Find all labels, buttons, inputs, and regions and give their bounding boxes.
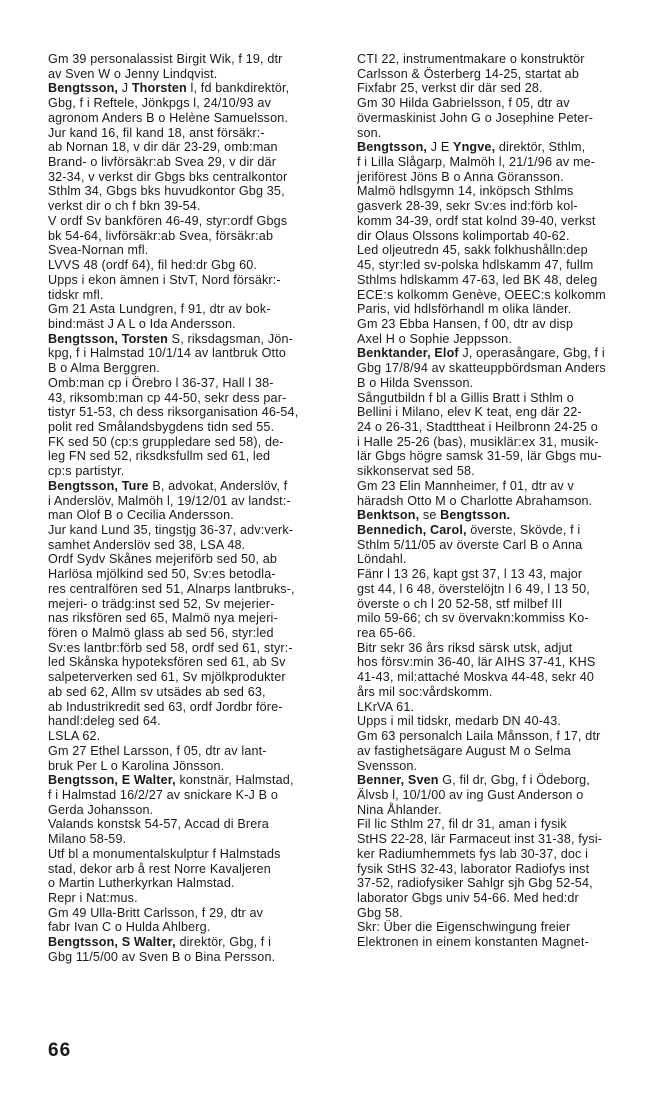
text-line (357, 906, 657, 921)
entry-text: Bellini i Milano, elev K teat, eng där 22- (357, 405, 582, 420)
entry-text: Gm 27 Ethel Larsson, f 05, dtr av lant- (48, 743, 267, 758)
entry-text: ECE:s kolkomm Genève, OEEC:s kolkomm (357, 287, 606, 302)
entry-text: Gm 21 Asta Lundgren, f 91, dtr av bok- (48, 302, 271, 317)
entry-text: laborator Gbgs univ 54-66. Med hed:dr (357, 890, 579, 905)
entry-text: Gm 30 Hilda Gabrielsson, f 05, dtr av (357, 96, 570, 111)
text-line (48, 464, 337, 479)
entry-text: fysik StHS 32-43, laborator Radiofys inst (357, 861, 590, 876)
text-line (48, 655, 337, 670)
text-line (357, 258, 657, 273)
text-line (48, 670, 337, 685)
right-column (357, 52, 657, 950)
text-line (357, 670, 657, 685)
text-line (48, 479, 337, 494)
entry-text: Repr i Nat:mus. (48, 890, 138, 905)
entry-text: Brand- o livförsäkr:ab Svea 29, v dir där (48, 155, 277, 170)
text-line (48, 494, 337, 509)
text-line (48, 508, 337, 523)
entry-text: 37-52, radiofysiker Sahlgr sjh Gbg 52-54, (357, 876, 593, 891)
entry-text: Bitr sekr 36 års riksd särsk utsk, adjut (357, 640, 573, 655)
entry-text: Gbg 58. (357, 905, 403, 920)
entry-text: StHS 22-28, lär Farmaceut inst 31-38, fysi- (357, 832, 603, 847)
entry-text: av fastighetsägare August M o Selma (357, 743, 571, 758)
entry-text: 41-43, mil:attaché Moskva 44-48, sekr 40 (357, 670, 594, 685)
entry-text: Carlsson & Österberg 14-25, startat ab (357, 66, 579, 81)
entry-text: LSLA 62. (48, 729, 101, 744)
text-line (357, 273, 657, 288)
entry-text: Skr: Über die Eigenschwingung freier (357, 920, 571, 935)
text-line (357, 67, 657, 82)
text-line (357, 714, 657, 729)
entry-text: 45, styr:led sv-polska hdlskamm 47, fullm (357, 258, 594, 273)
entry-text: Fänr l 13 26, kapt gst 37, l 13 43, major (357, 567, 583, 582)
text-line (48, 685, 337, 700)
text-line (48, 538, 337, 553)
entry-text: Utf bl a monumentalskulptur f Halmstads (48, 846, 281, 861)
text-line (357, 170, 657, 185)
entry-text: Elektronen in einem konstanten Magnet- (357, 935, 589, 950)
text-line (48, 184, 337, 199)
entry-text: gasverk 28-39, sekr Sv:es ind:förb kol- (357, 199, 578, 214)
text-line (48, 449, 337, 464)
entry-text: Jur kand Lund 35, tingstjg 36-37, adv:verk- (48, 523, 294, 537)
text-line (357, 435, 657, 450)
entry-text: Sångutbildn f bl a Gillis Bratt i Sthlm o (357, 390, 574, 405)
entry-text: Sv:es lantbr:förb sed 58, ordf sed 61, styr:- (48, 640, 293, 655)
text-line (48, 788, 337, 803)
text-line (357, 597, 657, 612)
entry-text: ker Radiumhemmets fys lab 30-37, doc i (357, 846, 589, 861)
entry-text: Paris, vid hdlsförhandl m olika länder. (357, 302, 572, 317)
text-line (48, 214, 337, 229)
text-line (48, 52, 337, 67)
text-line (357, 803, 657, 818)
page-number: 66 (48, 1040, 72, 1061)
entry-text: ab Nornan 18, v dir där 23-29, omb:man (48, 140, 278, 155)
entry-text: S, riksdagsman, Jön- (168, 331, 293, 346)
text-line (357, 111, 657, 126)
entry-text: i Anderslöv, Malmöh l, 19/12/01 av landst:- (48, 493, 291, 508)
entry-text: Löndahl. (357, 552, 407, 567)
entry-text: fören o Malmö glass ab sed 56, styr:led (48, 626, 274, 641)
entry-headword: Benner, Sven (357, 773, 439, 788)
text-line (357, 700, 657, 715)
text-line (357, 361, 657, 376)
text-line (48, 597, 337, 612)
text-line (357, 817, 657, 832)
entry-text: Harlösa mjölkind sed 50, Sv:es betodla- (48, 567, 276, 582)
entry-text: Gbg, f i Reftele, Jönkpgs l, 24/10/93 av (48, 96, 272, 111)
text-line (48, 199, 337, 214)
text-line (48, 641, 337, 656)
entry-headword: Bennedich, Carol, (357, 523, 467, 537)
text-line (357, 935, 657, 950)
entry-text: dir Olaus Olssons kolimportab 40-62. (357, 228, 570, 243)
text-line (48, 935, 337, 950)
text-line (357, 862, 657, 877)
text-line (357, 52, 657, 67)
entry-text: bk 54-64, livförsäkr:ab Svea, försäkr:ab (48, 228, 274, 243)
text-line (357, 405, 657, 420)
entry-text: sikkonservat sed 58. (357, 464, 475, 479)
entry-text: konstnär, Halmstad, (175, 773, 294, 788)
entry-text: kpg, f i Halmstad 10/1/14 av lantbruk Otto (48, 346, 287, 361)
left-column (48, 52, 337, 965)
entry-text: Sthlm 5/11/05 av överste Carl B o Anna (357, 537, 583, 552)
entry-text: Axel H o Sophie Jeppsson. (357, 331, 512, 346)
text-line (357, 81, 657, 96)
entry-text: Svea-Nornan mfl. (48, 243, 149, 258)
entry-text: fabr Ivan C o Hulda Ahlberg. (48, 920, 211, 935)
text-line (48, 582, 337, 597)
text-line (48, 906, 337, 921)
entry-text: Malmö hdlsgymn 14, inköpsch Sthlms (357, 184, 574, 199)
entry-text: mejeri- o trädg:inst sed 52, Sv mejerier- (48, 596, 275, 611)
entry-text: Led oljeutredn 45, sakk folkhushålln:dep (357, 243, 588, 258)
entry-headword: Bengtsson, E Walter, (48, 773, 176, 788)
text-line (48, 140, 337, 155)
entry-text: J (118, 81, 132, 96)
entry-text: Gm 39 personalassist Birgit Wik, f 19, dtr (48, 52, 283, 66)
entry-text: Gm 23 Elin Mannheimer, f 01, dtr av v (357, 478, 574, 493)
entry-text: salpeterverken sed 61, Sv mjölkprodukter (48, 670, 286, 685)
entry-headword: Bengtsson, Ture (48, 478, 149, 493)
text-line (48, 862, 337, 877)
text-line (48, 391, 337, 406)
text-line (357, 494, 657, 509)
entry-text: B o Hilda Svensson. (357, 375, 474, 390)
text-line (357, 332, 657, 347)
entry-text: 43, riksomb:man cp 44-50, sekr dess par- (48, 390, 287, 405)
text-line (357, 199, 657, 214)
text-line (48, 773, 337, 788)
text-line (48, 111, 337, 126)
entry-text: ab Industrikredit sed 63, ordf Jordbr före- (48, 699, 283, 714)
text-line (357, 140, 657, 155)
entry-text: LVVS 48 (ordf 64), fil hed:dr Gbg 60. (48, 258, 258, 273)
text-line (357, 641, 657, 656)
text-line (357, 508, 657, 523)
text-line (48, 847, 337, 862)
text-line (48, 346, 337, 361)
entry-headword: Thorsten (131, 81, 187, 96)
entry-text: 24 o 26-31, Stadttheat i Heilbronn 24-25 o (357, 419, 598, 434)
entry-text: direktör, Sthlm, (495, 140, 586, 155)
entry-text: i Halle 25-26 (bas), musiklär:ex 31, musik- (357, 434, 599, 449)
entry-text: Gbg 11/5/00 av Sven B o Bina Persson. (48, 949, 276, 964)
entry-headword: Bengtsson, (48, 81, 119, 96)
text-line (357, 655, 657, 670)
text-line (48, 420, 337, 435)
text-line (357, 538, 657, 553)
entry-text: Fil lic Sthlm 27, fil dr 31, aman i fysik (357, 817, 567, 832)
text-line (48, 714, 337, 729)
entry-text: cp:s partistyr. (48, 464, 125, 479)
text-line (357, 155, 657, 170)
text-line (48, 817, 337, 832)
text-line (357, 317, 657, 332)
text-line (48, 435, 337, 450)
text-line (48, 611, 337, 626)
text-line (357, 229, 657, 244)
entry-text: samhet Anderslöv sed 38, LSA 48. (48, 537, 246, 552)
entry-text: övermaskinist John G o Josephine Peter- (357, 110, 594, 125)
entry-text: B o Alma Berggren. (48, 361, 160, 376)
text-line (357, 420, 657, 435)
entry-text: LKrVA 61. (357, 699, 415, 714)
text-line (48, 170, 337, 185)
text-line (48, 332, 337, 347)
text-line (357, 464, 657, 479)
text-line (357, 744, 657, 759)
text-line (357, 832, 657, 847)
text-line (48, 229, 337, 244)
entry-text: 32-34, v verkst dir Gbgs bks centralkontor (48, 169, 288, 184)
entry-text: Svensson. (357, 758, 418, 773)
entry-text: Upps i mil tidskr, medarb DN 40-43. (357, 714, 562, 729)
entry-text: Omb:man cp i Örebro l 36-37, Hall l 38- (48, 375, 274, 390)
entry-text: handl:deleg sed 64. (48, 714, 161, 729)
entry-text: av Sven W o Jenny Lindqvist. (48, 66, 218, 81)
entry-text: son. (357, 125, 382, 140)
entry-text: man Olof B o Cecilia Andersson. (48, 508, 234, 523)
text-line (48, 700, 337, 715)
text-line (48, 81, 337, 96)
entry-text: tistyr 51-53, ch dess riksorganisation 46-54, (48, 405, 299, 420)
entry-text: nas riksfören sed 65, Malmö nya mejeri- (48, 611, 278, 626)
text-line (357, 611, 657, 626)
entry-text: J, operasångare, Gbg, f i (458, 346, 605, 361)
text-line (48, 950, 337, 965)
entry-text: tidskr mfl. (48, 287, 104, 302)
text-line (48, 243, 337, 258)
entry-text: milo 59-66; ch sv övervakn:kommiss Ko- (357, 611, 589, 626)
text-line (357, 449, 657, 464)
entry-text: G, fil dr, Gbg, f i Ödeborg, (438, 773, 590, 788)
entry-text: Valands konstsk 54-57, Accad di Brera (48, 817, 269, 832)
entry-text: o Martin Lutherkyrkan Halmstad. (48, 876, 235, 891)
text-line (48, 832, 337, 847)
text-line (357, 567, 657, 582)
text-line (48, 405, 337, 420)
entry-text: överste, Skövde, f i (466, 523, 581, 537)
entry-text: rea 65-66. (357, 626, 416, 641)
entry-text: Fixfabr 25, verkst dir där sed 28. (357, 81, 543, 96)
text-line (357, 552, 657, 567)
entry-text: Sthlm 34, Gbgs bks huvudkontor Gbg 35, (48, 184, 285, 199)
entry-text: J E (427, 140, 454, 155)
entry-text: bruk Per L o Karolina Jönsson. (48, 758, 225, 773)
entry-text: häradsh Otto M o Charlotte Abrahamson. (357, 493, 593, 508)
entry-headword: Benktson, (357, 508, 420, 523)
text-line (357, 214, 657, 229)
text-line (357, 302, 657, 317)
text-line (48, 376, 337, 391)
entry-text: led Skånska hypoteksfören sed 61, ab Sv (48, 655, 286, 670)
entry-text: f i Lilla Slågarp, Malmöh l, 21/1/96 av me- (357, 155, 596, 170)
entry-headword: Yngve, (453, 140, 496, 155)
entry-text: Ordf Sydv Skånes mejeriförb sed 50, ab (48, 552, 277, 567)
entry-text: Nina Åhlander. (357, 802, 442, 817)
entry-text: Gbg 17/8/94 av skatteuppbördsman Anders (357, 361, 606, 376)
text-line (48, 891, 337, 906)
text-line (48, 273, 337, 288)
entry-text: polit red Smålandsbygdens tidn sed 55. (48, 419, 275, 434)
text-line (357, 376, 657, 391)
entry-text: agronom Anders B o Helène Samuelsson. (48, 110, 289, 125)
text-line (48, 552, 337, 567)
text-line (48, 96, 337, 111)
text-line (48, 876, 337, 891)
text-line (357, 729, 657, 744)
entry-text: direktör, Gbg, f i (175, 935, 272, 950)
entry-text: Gm 49 Ulla-Britt Carlsson, f 29, dtr av (48, 905, 264, 920)
entry-text: Gm 63 personalch Laila Månsson, f 17, dtr (357, 729, 601, 744)
text-line (48, 67, 337, 82)
text-line (357, 96, 657, 111)
entry-text: bind:mäst J A L o Ida Andersson. (48, 316, 236, 331)
text-line (357, 847, 657, 862)
text-line (48, 258, 337, 273)
text-line (48, 626, 337, 641)
text-line (357, 184, 657, 199)
entry-text: f i Halmstad 16/2/27 av snickare K-J B o (48, 787, 278, 802)
entry-text: se (419, 508, 441, 523)
text-line (357, 788, 657, 803)
entry-headword: Bengtsson, (357, 140, 428, 155)
entry-text: Sthlms hdlskamm 47-63, led BK 48, deleg (357, 272, 598, 287)
text-line (48, 126, 337, 141)
text-line (357, 391, 657, 406)
text-line (357, 479, 657, 494)
entry-text: gst 44, l 6 48, överstelöjtn l 6 49, l 13 50, (357, 581, 590, 596)
entry-text: Gm 23 Ebba Hansen, f 00, dtr av disp (357, 316, 574, 331)
text-line (48, 759, 337, 774)
text-line (357, 876, 657, 891)
entry-headword: Benktander, Elof (357, 346, 459, 361)
text-line (357, 523, 657, 538)
text-line (357, 346, 657, 361)
entry-text: komm 34-39, ordf stat kolnd 39-40, verkst (357, 213, 596, 228)
entry-text: stad, dekor arb å rest Norre Kavaljeren (48, 861, 271, 876)
entry-text: Milano 58-59. (48, 832, 127, 847)
entry-headword: Bengtsson. (440, 508, 511, 523)
entry-text: överste o ch l 20 52-58, stf milbef III (357, 596, 563, 611)
text-line (357, 891, 657, 906)
text-line (48, 523, 337, 538)
entry-text: leg FN sed 52, riksdksfullm sed 61, led (48, 449, 271, 464)
text-line (48, 729, 337, 744)
text-line (357, 243, 657, 258)
entry-text: verkst dir o ch f bkn 39-54. (48, 199, 201, 214)
text-line (48, 920, 337, 935)
entry-text: ab sed 62, Allm sv utsädes ab sed 63, (48, 684, 266, 699)
entry-text: FK sed 50 (cp:s gruppledare sed 58), de- (48, 434, 284, 449)
entry-text: V ordf Sv bankfören 46-49, styr:ordf Gbgs (48, 213, 288, 228)
entry-text: Upps i ekon ämnen i StvT, Nord försäkr:- (48, 272, 281, 287)
text-line (48, 302, 337, 317)
entry-text: Gerda Johansson. (48, 802, 154, 817)
text-line (48, 803, 337, 818)
entry-text: hos försv:min 36-40, lär AIHS 37-41, KHS (357, 655, 596, 670)
text-line (48, 744, 337, 759)
entry-text: B, advokat, Anderslöv, f (148, 478, 288, 493)
text-line (48, 361, 337, 376)
entry-text: lär Gbgs högre samsk 31-59, lär Gbgs mu- (357, 449, 602, 464)
text-line (48, 288, 337, 303)
entry-text: Älvsb l, 10/1/00 av ing Gust Anderson o (357, 787, 584, 802)
text-line (357, 126, 657, 141)
text-line (48, 317, 337, 332)
entry-text: res centralfören sed 51, Alnarps lantbruks-, (48, 581, 295, 596)
text-line (48, 155, 337, 170)
entry-text: Jur kand 16, fil kand 18, anst försäkr:- (48, 125, 265, 140)
entry-text: l, fd bankdirektör, (186, 81, 290, 96)
text-line (357, 685, 657, 700)
entry-text: års mil soc:vårdskomm. (357, 684, 493, 699)
text-line (357, 759, 657, 774)
text-line (357, 626, 657, 641)
text-line (357, 582, 657, 597)
text-line (357, 288, 657, 303)
entry-headword: Bengtsson, Torsten (48, 331, 169, 346)
text-line (357, 920, 657, 935)
text-line (48, 567, 337, 582)
entry-headword: Bengtsson, S Walter, (48, 935, 176, 950)
entry-text: CTI 22, instrumentmakare o konstruktör (357, 52, 585, 66)
text-line (357, 773, 657, 788)
entry-text: jeriförest Jöns B o Anna Göransson. (357, 169, 564, 184)
